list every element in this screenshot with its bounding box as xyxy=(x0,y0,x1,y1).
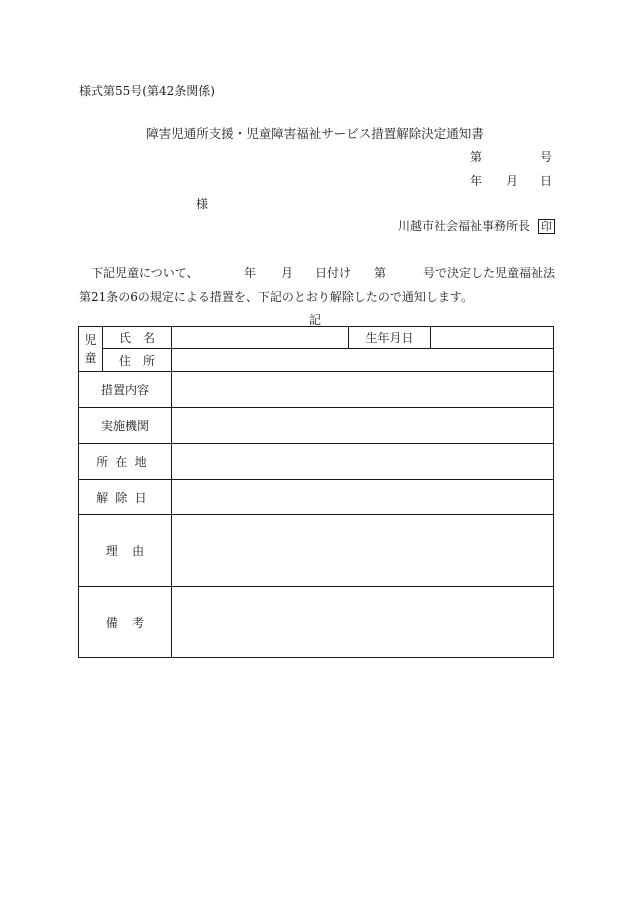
name-label: 氏 名 xyxy=(103,327,172,349)
child-label xyxy=(79,327,103,372)
address-value[interactable] xyxy=(172,349,554,372)
birth-date-label: 生年月日 xyxy=(349,327,431,349)
remarks-label: 備考 xyxy=(79,587,172,658)
body-nen: 年 xyxy=(244,266,257,280)
location-label: 所在地 xyxy=(79,444,172,480)
form-number: 様式第55号(第42条関係) xyxy=(79,84,215,98)
release-date-value[interactable] xyxy=(172,480,554,515)
ki-heading: 記 xyxy=(308,313,321,327)
issuer xyxy=(398,217,555,234)
institution-label: 実施機関 xyxy=(79,408,172,444)
reference-number-line xyxy=(470,148,553,165)
body-intro: 下記児童について、 xyxy=(91,266,199,280)
measure-content-label: 措置内容 xyxy=(79,372,172,408)
reason-value[interactable] xyxy=(172,515,554,587)
reason-label: 理由 xyxy=(79,515,172,587)
measure-content-value[interactable] xyxy=(172,372,554,408)
child-label-top: 児 xyxy=(84,333,97,347)
recipient-honorific: 様 xyxy=(196,197,209,211)
location-value[interactable] xyxy=(172,444,554,480)
child-label-bottom: 童 xyxy=(84,351,97,365)
issuer-name: 川越市社会福祉事務所長 xyxy=(398,219,531,233)
release-date-label: 解除日 xyxy=(79,480,172,515)
reference-gou: 号 xyxy=(540,150,553,164)
body-hizuke: 日付け xyxy=(315,266,352,280)
body-decision: 号で決定した児童福祉法 xyxy=(423,266,556,280)
body-line-2: 第21条の6の規定による措置を、下記のとおり解除したので通知します。 xyxy=(79,290,473,304)
document-title: 障害児通所支援・児童障害福祉サービス措置解除決定通知書 xyxy=(146,126,484,141)
date-day: 日 xyxy=(540,174,553,188)
date-month: 月 xyxy=(506,174,519,188)
release-details-table xyxy=(78,326,554,658)
body-gatsu: 月 xyxy=(281,266,294,280)
reference-dai: 第 xyxy=(470,150,483,164)
institution-value[interactable] xyxy=(172,408,554,444)
address-label: 住 所 xyxy=(103,349,172,372)
body-dai: 第 xyxy=(374,266,387,280)
birth-date-value[interactable] xyxy=(431,327,554,349)
date-year: 年 xyxy=(470,174,483,188)
name-value[interactable] xyxy=(172,327,349,349)
remarks-value[interactable] xyxy=(172,587,554,658)
body-line-1 xyxy=(79,264,554,280)
seal-mark: 印 xyxy=(538,219,555,234)
